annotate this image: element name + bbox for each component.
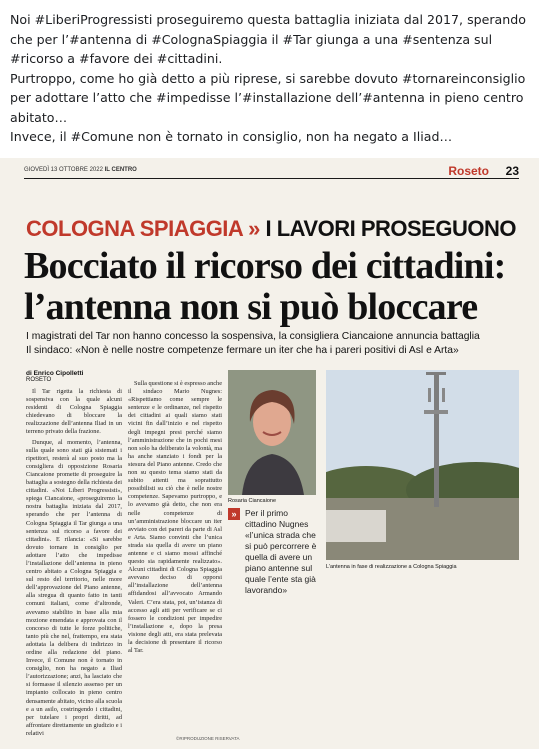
post-paragraph-3[interactable]: Invece, il #Comune non è tornato in consiglio, non ha negato a Iliad… <box>10 129 453 144</box>
issue-date: GIOVEDÌ 13 OTTOBRE 2022 <box>24 167 103 173</box>
quote-marker-icon: » <box>228 508 240 520</box>
kicker-separator: » <box>248 216 260 241</box>
byline <box>26 370 83 383</box>
post-text <box>10 10 532 147</box>
article-subhead <box>26 330 521 358</box>
quote-text: Per il primo cittadino Nugnes «l’unica strada che si può percorrere è quella di avere un piano antenne sul quale l’ente sta già lavorando» <box>245 508 317 595</box>
portrait-illustration <box>228 370 316 495</box>
post-paragraph-2: Purtroppo, come ho già detto a più riprese, si sarebbe dovuto #tornareinconsiglio per adottare l’atto che #impedisse l’#installazione dell’#antenna in pieno centro abitato… <box>10 70 526 125</box>
subhead-line-2: Il sindaco: «Non è nelle nostre competenze fermare un iter che ha i pareri positivi di Asl e Arta» <box>26 345 459 356</box>
antenna-illustration <box>326 370 519 560</box>
article-column-2 <box>128 380 222 749</box>
article-kicker <box>26 216 516 242</box>
column-1-paragraph: Il Tar rigetta la richiesta di sospensiva con la quale alcuni residenti di Cologna Spiaggia chiedevano di bloccare la realizzazione dell’antenna Iliad in un terreno privato della frazione. <box>26 388 122 436</box>
headline-line-2: l’antenna non si può bloccare <box>24 286 478 328</box>
kicker-place: COLOGNA SPIAGGIA <box>26 216 243 241</box>
antenna-caption: L’antenna in fase di realizzazione a Cologna Spiaggia <box>326 564 457 570</box>
portrait-caption: Rosaria Ciancaione <box>228 498 276 504</box>
column-2-paragraph: Sulla questione si è espresso anche il sindaco Mario Nugnes: «Rispettiamo come sempre le sentenze e le ordinanze, nel rispetto dei cittadini ai quali siamo stati vicini fin dall’inizio e nel rispetto degli impegni presi perché siamo l’amministrazione che in pochi mesi non solo ha deliberato la volontà, ma ha anche stanziato i fondi per la stesura del Piano antenne. Credo che non su questo tema siamo stati da subito attenti ma soprattutto possibilisti su ciò che è nelle nostre competenze. Sapevamo purtroppo, e lo avevamo già detto, che non era nelle competenze di un’amministrazione bloccare un iter avviato con dei pareri da parte di Asl e Arta. Siamo convinti che l’unica strada sia quella di avere un piano antenne e ci siamo mossi affinché questo sia rapidamente realizzato». Alcuni cittadini di Cologna Spiaggia avevano deciso di opporsi all’installazione dell’antenna affidandosi all’avvocato Armando Valeri. C’era stata, poi, un’istanza di accesso agli atti per verificare se ci fossero le condizioni per impedire l’installazione e, dopo la presa visione degli atti, era stata prelevata la decisione di presentare il ricorso al Tar. <box>128 380 222 655</box>
kicker-topic: I LAVORI PROSEGUONO <box>265 216 516 241</box>
newspaper-clipping-image[interactable] <box>0 158 539 749</box>
copyright-credit: ©RIPRODUZIONE RISERVATA <box>176 736 240 741</box>
portrait-photo <box>228 370 316 495</box>
pull-quote <box>228 508 320 596</box>
page-number: 23 <box>505 164 519 178</box>
paper-name: IL CENTRO <box>104 167 137 173</box>
newspaper-masthead <box>24 164 519 179</box>
author: di Enrico Cipolletti <box>26 370 84 377</box>
dateline: ROSETO <box>26 377 52 383</box>
article-headline <box>24 246 524 328</box>
section-name: Roseto <box>448 164 489 178</box>
article-column-1 <box>26 388 122 748</box>
post-paragraph-1: Noi #LiberiProgressisti proseguiremo questa battaglia iniziata dal 2017, sperando che per l’#antenna di #ColognaSpiaggia il #Tar giunga a una #sentenza sul #ricorso a #favore dei #cittadini. <box>10 12 526 66</box>
headline-line-1: Bocciato il ricorso dei cittadini: <box>24 245 506 287</box>
antenna-photo <box>326 370 519 560</box>
column-1-paragraph: Dunque, al momento, l’antenna, sulla quale sono stati già sistemati i ripetitori, resterà al suo posto ma la consigliera di opposizione Rosaria Ciancaione promette di proseguire la battaglia a sostegno della richiesta dei cittadini. «Noi Liberi Progressisti», spiega Ciancaione, «proseguiremo la nostra battaglia iniziata dal 2017, sperando che per l’antenna di Cologna Spiaggia il Tar giunga a una sentenza sul ricorso a favore dei cittadini». E rilancia: «Si sarebbe dovuto tornare in consiglio per adottare l’atto che impedisse l’installazione dell’antenna in pieno centro abitato a Cologna Spiaggia e sul resto del territorio, nelle more dell’approvazione del Piano antenne, alla stregua di quanto fatto in tanti comuni italiani, come d’altronde, avevamo stabilito in base alla mia mozione emendata e approvata con il concorso di tutte le forze politiche, tanto più che nel, frattempo, era stata adottata la delibera di indirizzo in ordine alla redazione del piano. Invece, il Comune non è tornato in consiglio, non ha negato a Iliad l’autorizzazione; anzi, ha lasciato che si formasse il silenzio assenso per un impianto collocato in pieno centro densamente abitato, vicino alla scuola e a un asilo, costringendo i cittadini, per tutelare i propri diritti, ad affrontare direttamente un giudizio e i relativi <box>26 438 122 737</box>
subhead-line-1: I magistrati del Tar non hanno concesso la sospensiva, la consigliera Ciancaione annuncia battaglia <box>26 331 480 342</box>
